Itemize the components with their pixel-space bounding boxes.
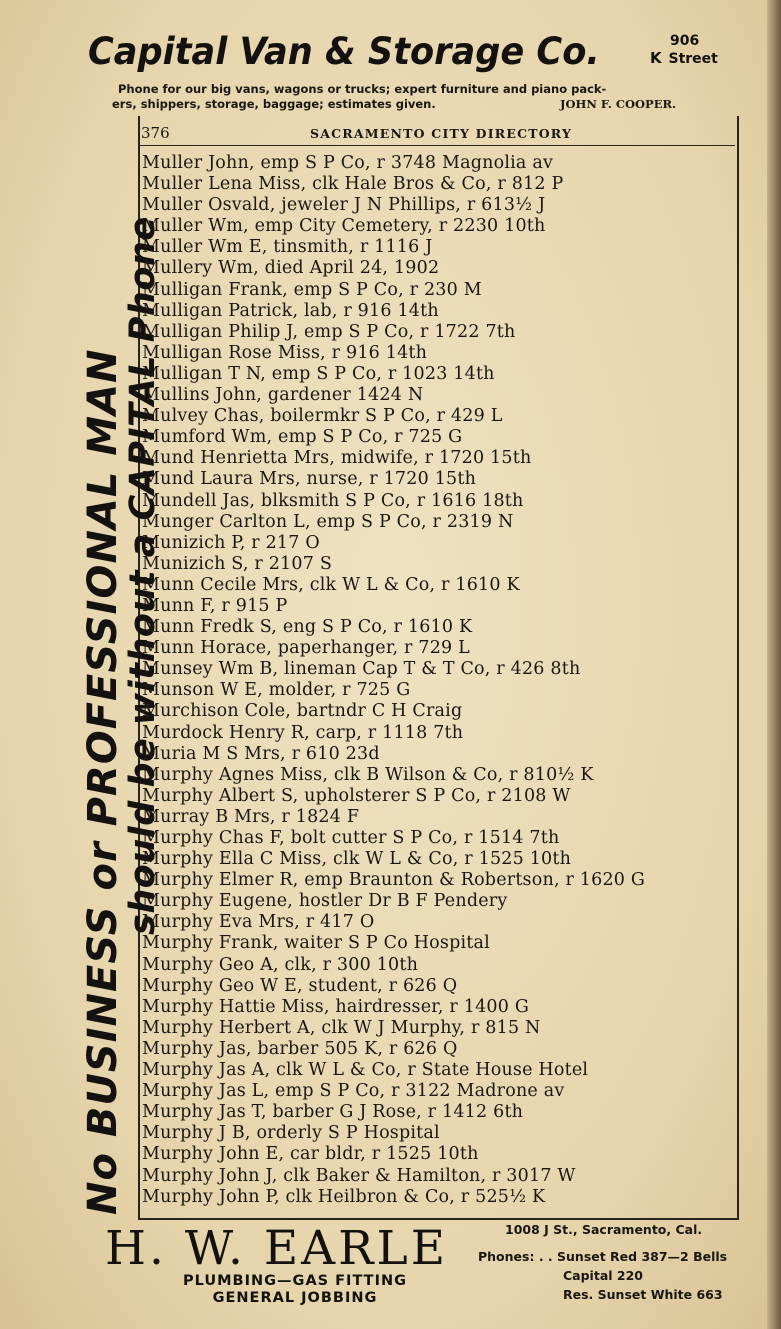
directory-entry: Mulligan Patrick, lab, r 916 14th [142,300,439,321]
top-ad-line2: ers, shippers, storage, baggage; estimates given. [112,97,436,111]
running-head: SACRAMENTO CITY DIRECTORY [310,126,573,141]
directory-entry: Munizich P, r 217 O [142,532,320,553]
directory-entry: Mullery Wm, died April 24, 1902 [142,258,440,279]
directory-entry: Muller Lena Miss, clk Hale Bros & Co, r 812 P [142,174,564,195]
directory-entry: Muller John, emp S P Co, r 3748 Magnolia av [142,153,554,173]
directory-entry: Mulligan Philip J, emp S P Co, r 1722 7th [142,321,516,342]
directory-entry: Murphy John J, clk Baker & Hamilton, r 3017 W [142,1165,576,1186]
directory-entry: Murphy Eugene, hostler Dr B F Pendery [142,891,508,912]
directory-entry: Murphy Geo A, clk, r 300 10th [142,954,419,975]
directory-entry: Munn Cecile Mrs, clk W L & Co, r 1610 K [142,574,520,595]
directory-entry: Murphy Albert S, upholsterer S P Co, r 2108 W [142,785,571,806]
directory-entry: Murphy Ella C Miss, clk W L & Co, r 1525 10th [142,849,572,870]
top-ad-address-street: Street [668,51,718,67]
bottom-ad-phones: Phones: . . Sunset Red 387—2 Bells [478,1249,728,1264]
directory-entry: Mulligan Rose Miss, r 916 14th [142,342,428,363]
directory-entry: Munn Horace, paperhanger, r 729 L [142,638,470,659]
directory-entry: Mundell Jas, blksmith S P Co, r 1616 18th [142,490,524,511]
directory-entry: Munn Fredk S, eng S P Co, r 1610 K [142,617,473,638]
directory-entry: Munsey Wm B, lineman Cap T & T Co, r 426 8th [142,659,581,680]
directory-entry: Mullins John, gardener 1424 N [142,385,424,406]
directory-entry: Munizich S, r 2107 S [142,553,333,574]
directory-entry: Murphy Jas A, clk W L & Co, r State House Hotel [142,1060,589,1081]
page-edge [767,0,781,1329]
directory-entry: Mulvey Chas, boilermkr S P Co, r 429 L [142,406,503,427]
bottom-ad-service2: GENERAL JOBBING [212,1290,378,1306]
directory-entry: Murphy Frank, waiter S P Co Hospital [142,933,490,954]
directory-entry: Muller Wm, emp City Cemetery, r 2230 10th [142,216,546,237]
directory-entries [142,153,732,1208]
directory-entry: Murphy Agnes Miss, clk B Wilson & Co, r 810½ K [142,764,594,785]
directory-entry: Muller Wm E, tinsmith, r 1116 J [142,237,433,258]
top-ad-address-prefix: K [650,49,662,67]
directory-entry: Murphy John P, clk Heilbron & Co, r 525½ K [142,1186,546,1207]
directory-entry: Murphy Jas T, barber G J Rose, r 1412 6th [142,1102,524,1123]
page-number: 376 [141,124,170,142]
directory-entry: Murchison Cole, bartndr C H Craig [142,701,463,722]
directory-entry: Mumford Wm, emp S P Co, r 725 G [142,427,463,448]
directory-entry: Murphy Jas L, emp S P Co, r 3122 Madrone av [142,1081,565,1102]
directory-entry: Munn F, r 915 P [142,595,288,616]
directory-entry: Murphy Elmer R, emp Braunton & Robertson, r 1620 G [142,870,646,891]
directory-entry: Mulligan T N, emp S P Co, r 1023 14th [142,363,495,384]
directory-entry: Murphy Herbert A, clk W J Murphy, r 815 N [142,1017,541,1038]
directory-entry: Muller Osvald, jeweler J N Phillips, r 613½ J [142,195,546,216]
side-ad-line2: should be without a CAPITAL Phone [123,216,163,935]
directory-entry: Murdock Henry R, carp, r 1118 7th [142,722,464,743]
directory-entry: Murphy Eva Mrs, r 417 O [142,912,375,933]
bottom-ad-residence: Res. Sunset White 663 [563,1287,723,1302]
bottom-ad-address: 1008 J St., Sacramento, Cal. [505,1222,703,1237]
directory-entry: Murphy Jas, barber 505 K, r 626 Q [142,1038,458,1059]
bottom-ad-name: H. W. EARLE [105,1221,448,1276]
directory-entry: Munson W E, molder, r 725 G [142,680,411,701]
top-ad-proprietor: JOHN F. COOPER. [560,97,677,111]
directory-entry: Mund Henrietta Mrs, midwife, r 1720 15th [142,448,532,469]
bottom-ad-phone2: Capital 220 [563,1268,643,1283]
side-ad-line1: No BUSINESS or PROFESSIONAL MAN [80,348,126,1215]
directory-entry: Murphy John E, car bldr, r 1525 10th [142,1144,479,1165]
directory-entry: Murphy Geo W E, student, r 626 Q [142,975,458,996]
directory-entry: Murray B Mrs, r 1824 F [142,806,360,827]
directory-entry: Muria M S Mrs, r 610 23d [142,743,380,764]
top-ad-title: Capital Van & Storage Co. [88,30,600,73]
directory-entry: Mund Laura Mrs, nurse, r 1720 15th [142,469,477,490]
directory-entry: Murphy J B, orderly S P Hospital [142,1123,440,1144]
top-ad-address [650,33,730,68]
directory-entry: Murphy Chas F, bolt cutter S P Co, r 1514 7th [142,828,560,848]
bottom-ad-service1: PLUMBING—GAS FITTING [183,1273,407,1289]
directory-entry: Murphy Hattie Miss, hairdresser, r 1400 G [142,996,530,1017]
top-ad-line1: Phone for our big vans, wagons or trucks; expert furniture and piano pack- [118,82,607,96]
directory-entry: Munger Carlton L, emp S P Co, r 2319 N [142,511,514,532]
directory-entry: Mulligan Frank, emp S P Co, r 230 M [142,279,482,300]
header-rule [138,145,735,146]
top-ad-address-number: 906 [670,33,700,49]
